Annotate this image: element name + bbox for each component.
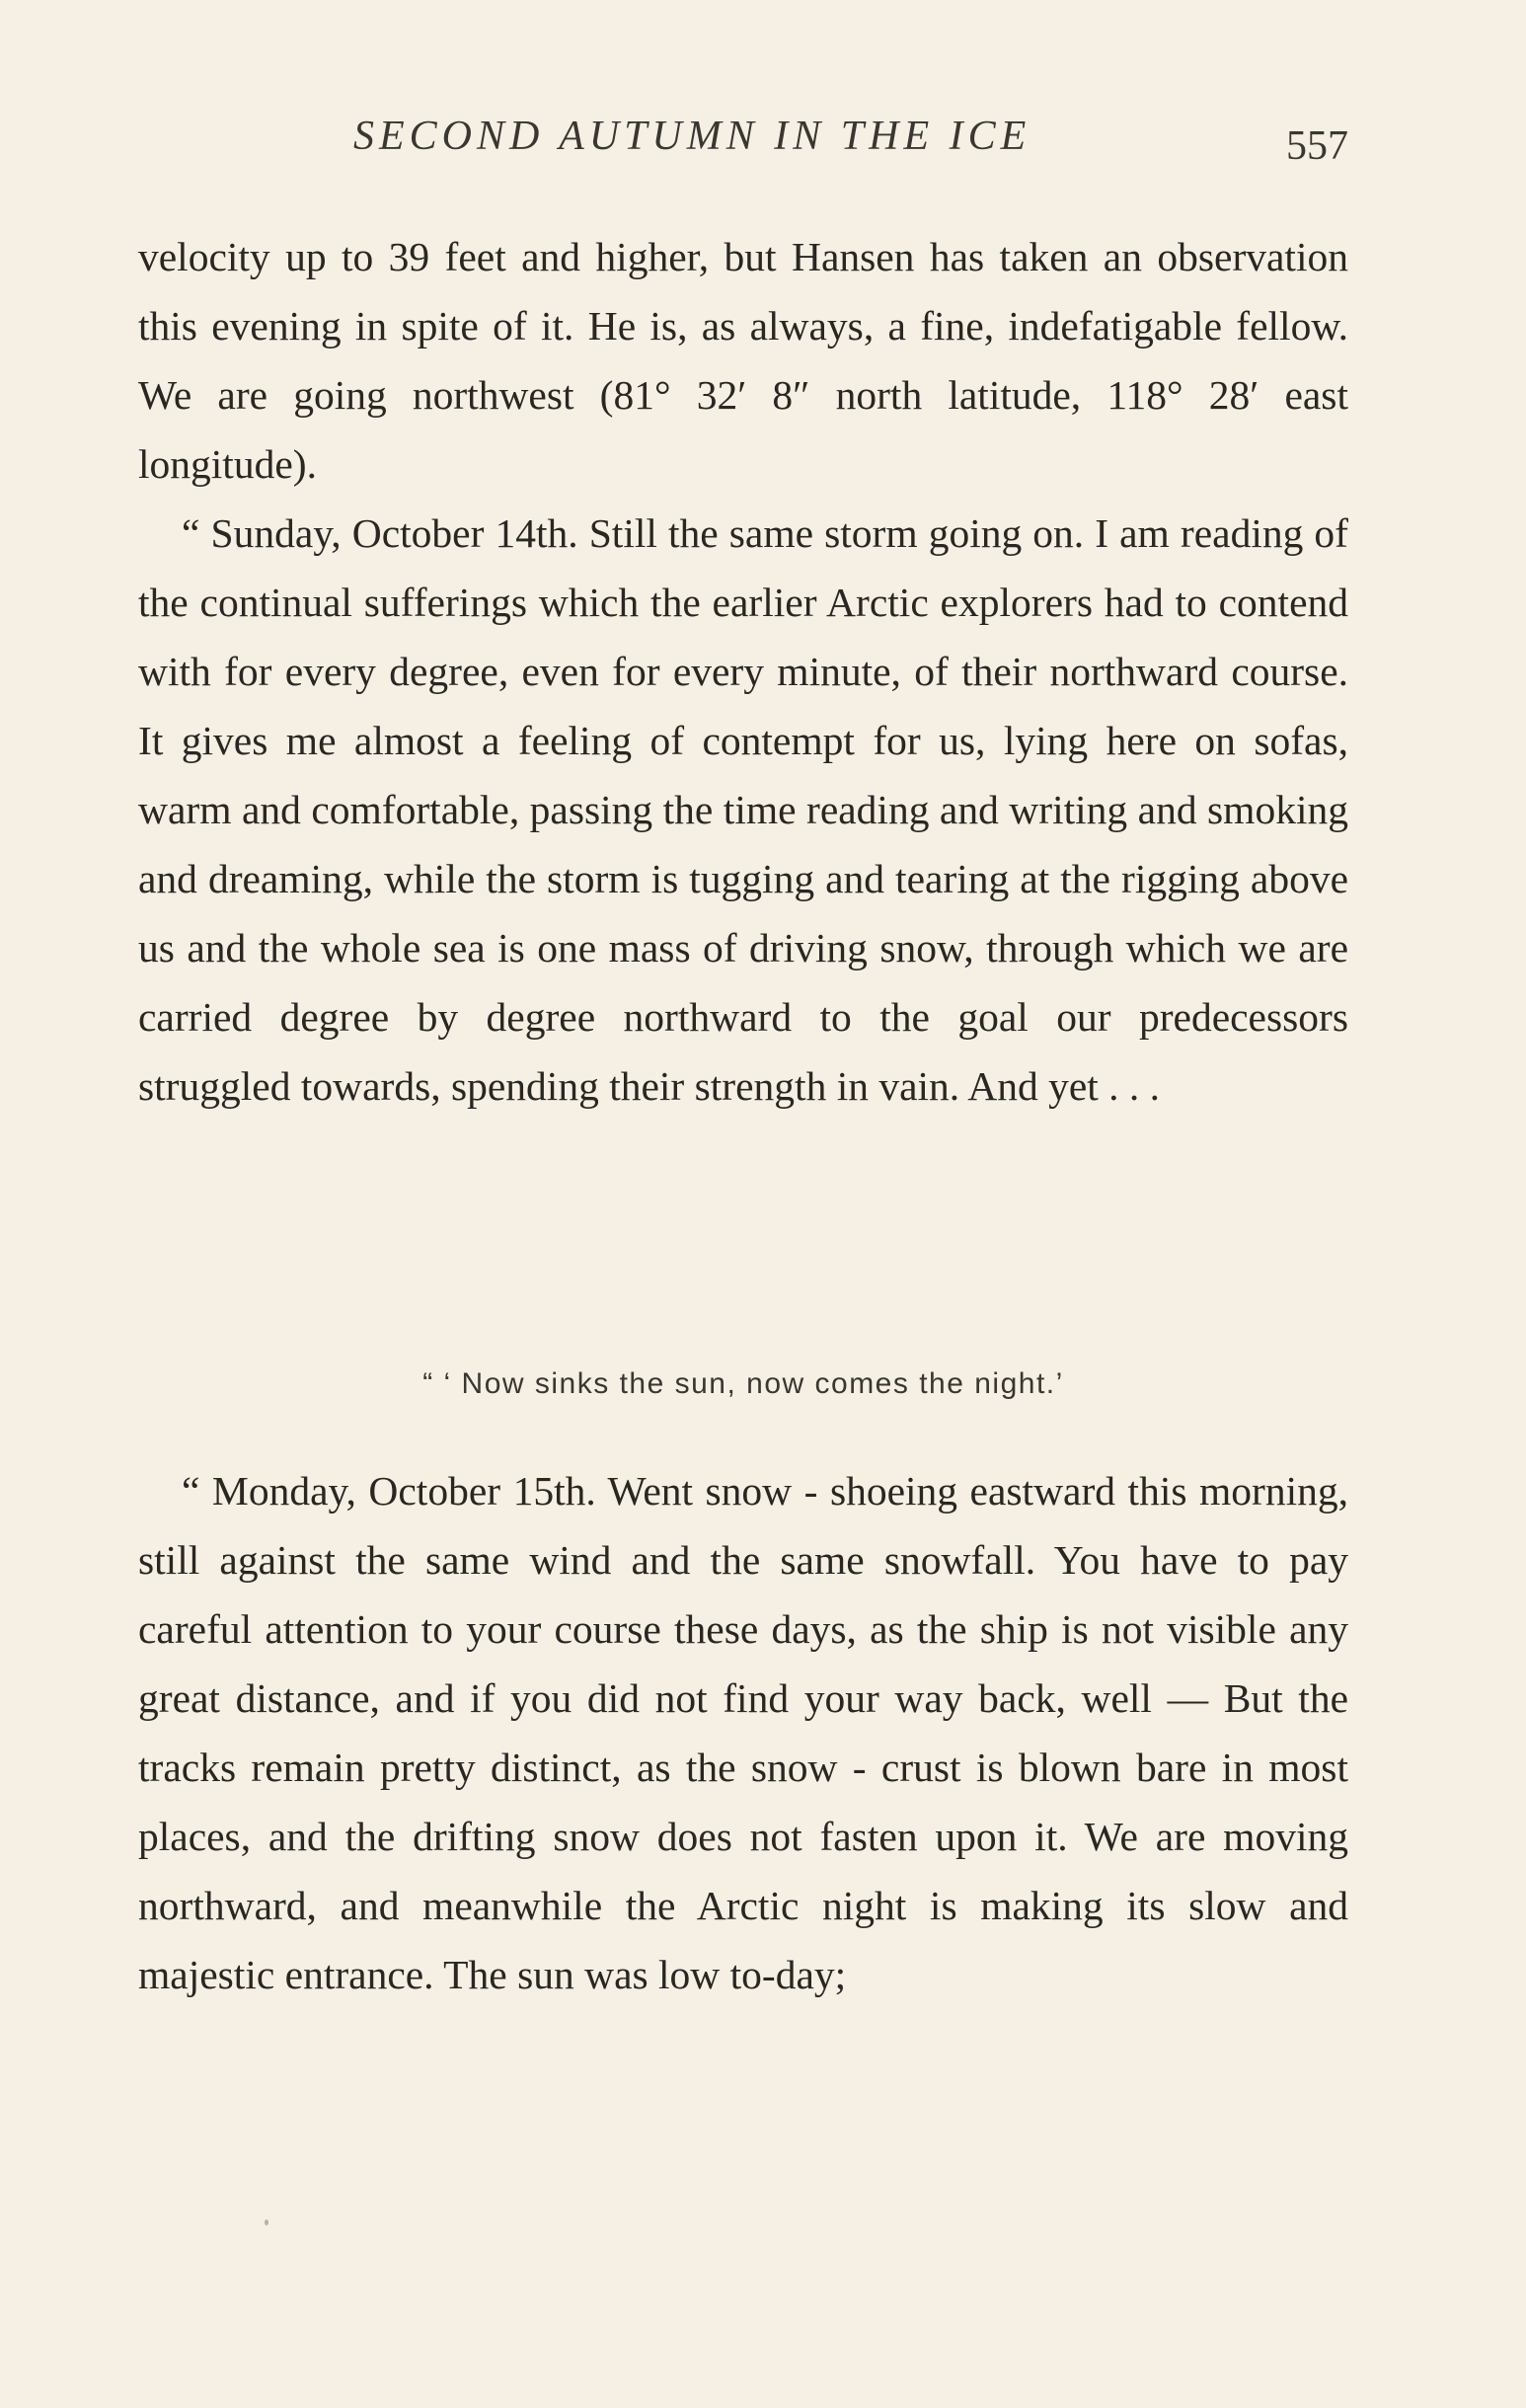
paragraph-continued: velocity up to 39 feet and higher, but Hansen has taken an observation this evening in spite of it. He is, as always, a fine, indefatigable fellow. We are going northwest (81° 32′ 8″ north latitude, 118° 28′ east longitude). bbox=[138, 234, 1348, 487]
text-block-lower bbox=[138, 1456, 1348, 2009]
running-header bbox=[138, 109, 1348, 168]
paragraph-october-14: “ Sunday, October 14th. Still the same storm going on. I am reading of the continual sufferings which the earlier Arctic explorers had to contend with for every degree, even for every minute, of their northward course. It gives me almost a feeling of contempt for us, lying here on sofas, warm and comfortable, passing the time reading and writing and smoking and dreaming, while the storm is tugging and tearing at the rigging above us and the whole sea is one mass of driving snow, through which we are carried degree by degree northward to the goal our predecessors struggled towards, spending their strength in vain. And yet . . . bbox=[138, 510, 1348, 1109]
running-title: SECOND AUTUMN IN THE ICE bbox=[353, 114, 1031, 159]
paper-speck bbox=[265, 2219, 268, 2225]
page-number: 557 bbox=[1286, 123, 1348, 169]
paragraph-october-15: “ Monday, October 15th. Went snow - shoeing eastward this morning, still against the same wind and the same snowfall. You have to pay careful attention to your course these days, as the ship is not visible any great distance, and if you did not find your way back, well — But the tracks remain pretty distinct, as the snow - crust is blown bare in most places, and the drifting snow does not fasten upon it. We are moving northward, and meanwhile the Arctic night is making its slow and majestic entrance. The sun was low to-day; bbox=[138, 1468, 1348, 1997]
text-block-upper bbox=[138, 222, 1348, 1121]
verse-quotation: “ ‘ Now sinks the sun, now comes the night.’ bbox=[422, 1367, 1064, 1400]
